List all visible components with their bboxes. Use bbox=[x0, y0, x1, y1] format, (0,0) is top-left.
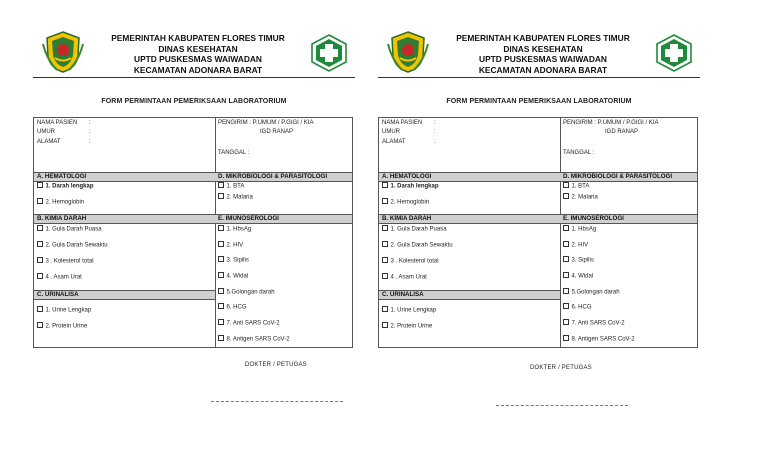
lab-request-form-left bbox=[33, 0, 353, 466]
checkbox-bta[interactable]: 1. BTA bbox=[218, 183, 244, 189]
checkbox-malaria[interactable]: 2. Malaria bbox=[563, 194, 598, 200]
section-hematologi: A. HEMATOLOGI bbox=[34, 172, 215, 182]
checkbox-sipilis[interactable]: 3. Sipilis bbox=[563, 257, 594, 263]
checkbox-asam-urat[interactable]: 4 . Asam Urat bbox=[37, 274, 82, 280]
section-mikrobiologi: D. MIKROBIOLOGI & PARASITOLOGI bbox=[560, 172, 697, 182]
right-column bbox=[560, 118, 697, 347]
letterhead-divider bbox=[33, 77, 355, 78]
letterhead-line-2: DINAS KESEHATAN bbox=[158, 43, 238, 54]
checkbox-hiv[interactable]: 2. HIV bbox=[563, 242, 588, 248]
date-field[interactable]: TANGGAL : bbox=[563, 150, 595, 156]
checkbox-protein-urine[interactable]: 2. Protein Urine bbox=[382, 323, 432, 329]
checkbox-hcg[interactable]: 6. HCG bbox=[218, 304, 247, 310]
checkbox-gula-darah-puasa[interactable]: 1. Gula Darah Puasa bbox=[37, 226, 102, 232]
checkbox-kolesterol-total[interactable]: 3 . Kolesterol total bbox=[37, 258, 94, 264]
regency-emblem-icon bbox=[41, 30, 85, 74]
doctor-label: DOKTER / PETUGAS bbox=[530, 365, 592, 371]
checkbox-bta[interactable]: 1. BTA bbox=[563, 183, 589, 189]
checkbox-golongan-darah[interactable]: 5.Golongan darah bbox=[218, 289, 275, 295]
checkbox-hiv[interactable]: 2. HIV bbox=[218, 242, 243, 248]
checkbox-widal[interactable]: 4. Widal bbox=[218, 273, 248, 279]
sender-field[interactable]: PENGIRIM : P.UMUM / P.GIGI / KIA bbox=[563, 120, 659, 126]
patient-age-field[interactable]: UMUR : bbox=[382, 129, 436, 135]
section-hematologi: A. HEMATOLOGI bbox=[379, 172, 560, 182]
patient-address-field[interactable]: ALAMAT : bbox=[37, 139, 91, 145]
checkbox-hemoglobin[interactable]: 2. Hemoglobin bbox=[382, 199, 429, 205]
letterhead-line-3: UPTD PUSKESMAS WAIWADAN bbox=[479, 54, 607, 64]
doctor-label: DOKTER / PETUGAS bbox=[245, 362, 307, 368]
patient-name-field[interactable]: NAMA PASIEN : bbox=[382, 120, 436, 126]
checkbox-anti-sars-cov-2[interactable]: 7. Anti SARS CoV-2 bbox=[218, 320, 280, 326]
letterhead-line-4: KECAMATAN ADONARA BARAT bbox=[133, 64, 263, 75]
checkbox-hemoglobin[interactable]: 2. Hemoglobin bbox=[37, 199, 84, 205]
form-title: FORM PERMINTAAN PEMERIKSAAN LABORATORIUM bbox=[446, 98, 632, 105]
sender-field[interactable]: PENGIRIM : P.UMUM / P.GIGI / KIA bbox=[218, 120, 314, 126]
checkbox-anti-sars-cov-2[interactable]: 7. Anti SARS CoV-2 bbox=[563, 320, 625, 326]
checkbox-gula-darah-sewaktu[interactable]: 2. Gula Darah Sewaktu bbox=[37, 242, 108, 248]
checkbox-urine-lengkap[interactable]: 1. Urine Lengkap bbox=[382, 307, 436, 313]
section-urinalisa: C. URINALISA bbox=[379, 290, 560, 300]
letterhead bbox=[438, 33, 648, 75]
checkbox-malaria[interactable]: 2. Malaria bbox=[218, 194, 253, 200]
regency-emblem-icon bbox=[386, 30, 430, 74]
sender-igd-ranap: IGD RANAP bbox=[260, 129, 294, 135]
letterhead-line-3: UPTD PUSKESMAS WAIWADAN bbox=[134, 54, 262, 64]
checkbox-gula-darah-sewaktu[interactable]: 2. Gula Darah Sewaktu bbox=[382, 242, 453, 248]
letterhead bbox=[93, 33, 303, 75]
sender-igd-ranap: IGD RANAP bbox=[605, 129, 639, 135]
checkbox-antigen-sars-cov-2[interactable]: 8. Antigen SARS CoV-2 bbox=[218, 336, 290, 342]
checkbox-asam-urat[interactable]: 4 . Asam Urat bbox=[382, 274, 427, 280]
health-cross-logo-icon bbox=[310, 34, 348, 72]
right-column bbox=[215, 118, 352, 347]
checkbox-widal[interactable]: 4. Widal bbox=[563, 273, 593, 279]
left-column bbox=[34, 118, 216, 347]
checkbox-protein-urine[interactable]: 2. Protein Urine bbox=[37, 323, 87, 329]
letterhead-line-2: DINAS KESEHATAN bbox=[503, 43, 583, 54]
checkbox-sipilis[interactable]: 3. Sipilis bbox=[218, 257, 249, 263]
request-table bbox=[378, 117, 698, 348]
checkbox-kolesterol-total[interactable]: 3 . Kolesterol total bbox=[382, 258, 439, 264]
checkbox-hbsag[interactable]: 1. HbsAg bbox=[218, 226, 251, 232]
checkbox-urine-lengkap[interactable]: 1. Urine Lengkap bbox=[37, 307, 91, 313]
request-table bbox=[33, 117, 353, 348]
section-kimia-darah: B. KIMIA DARAH bbox=[34, 214, 215, 224]
section-imunoserologi: E. IMUNOSEROLOGI bbox=[560, 214, 697, 224]
lab-request-form-right bbox=[378, 0, 698, 466]
section-kimia-darah: B. KIMIA DARAH bbox=[379, 214, 560, 224]
patient-name-field[interactable]: NAMA PASIEN : bbox=[37, 120, 91, 126]
section-imunoserologi: E. IMUNOSEROLOGI bbox=[215, 214, 352, 224]
section-mikrobiologi: D. MIKROBIOLOGI & PARASITOLOGI bbox=[215, 172, 352, 182]
letterhead-line-1: PEMERINTAH KABUPATEN FLORES TIMUR bbox=[111, 33, 285, 43]
checkbox-hcg[interactable]: 6. HCG bbox=[563, 304, 592, 310]
signature-line[interactable] bbox=[211, 401, 343, 402]
left-column bbox=[379, 118, 561, 347]
checkbox-darah-lengkap[interactable]: 1. Darah lengkap bbox=[382, 183, 439, 189]
health-cross-logo-icon bbox=[655, 34, 693, 72]
patient-address-field[interactable]: ALAMAT : bbox=[382, 139, 436, 145]
section-urinalisa: C. URINALISA bbox=[34, 290, 215, 300]
letterhead-line-4: KECAMATAN ADONARA BARAT bbox=[478, 64, 608, 75]
date-field[interactable]: TANGGAL : bbox=[218, 150, 250, 156]
signature-line[interactable] bbox=[496, 405, 628, 406]
letterhead-divider bbox=[378, 77, 700, 78]
checkbox-antigen-sars-cov-2[interactable]: 8. Antigen SARS CoV-2 bbox=[563, 336, 635, 342]
checkbox-gula-darah-puasa[interactable]: 1. Gula Darah Puasa bbox=[382, 226, 447, 232]
letterhead-line-1: PEMERINTAH KABUPATEN FLORES TIMUR bbox=[456, 33, 630, 43]
checkbox-darah-lengkap[interactable]: 1. Darah lengkap bbox=[37, 183, 94, 189]
form-title: FORM PERMINTAAN PEMERIKSAAN LABORATORIUM bbox=[101, 98, 287, 105]
checkbox-golongan-darah[interactable]: 5.Golongan darah bbox=[563, 289, 620, 295]
checkbox-hbsag[interactable]: 1. HbsAg bbox=[563, 226, 596, 232]
patient-age-field[interactable]: UMUR : bbox=[37, 129, 91, 135]
